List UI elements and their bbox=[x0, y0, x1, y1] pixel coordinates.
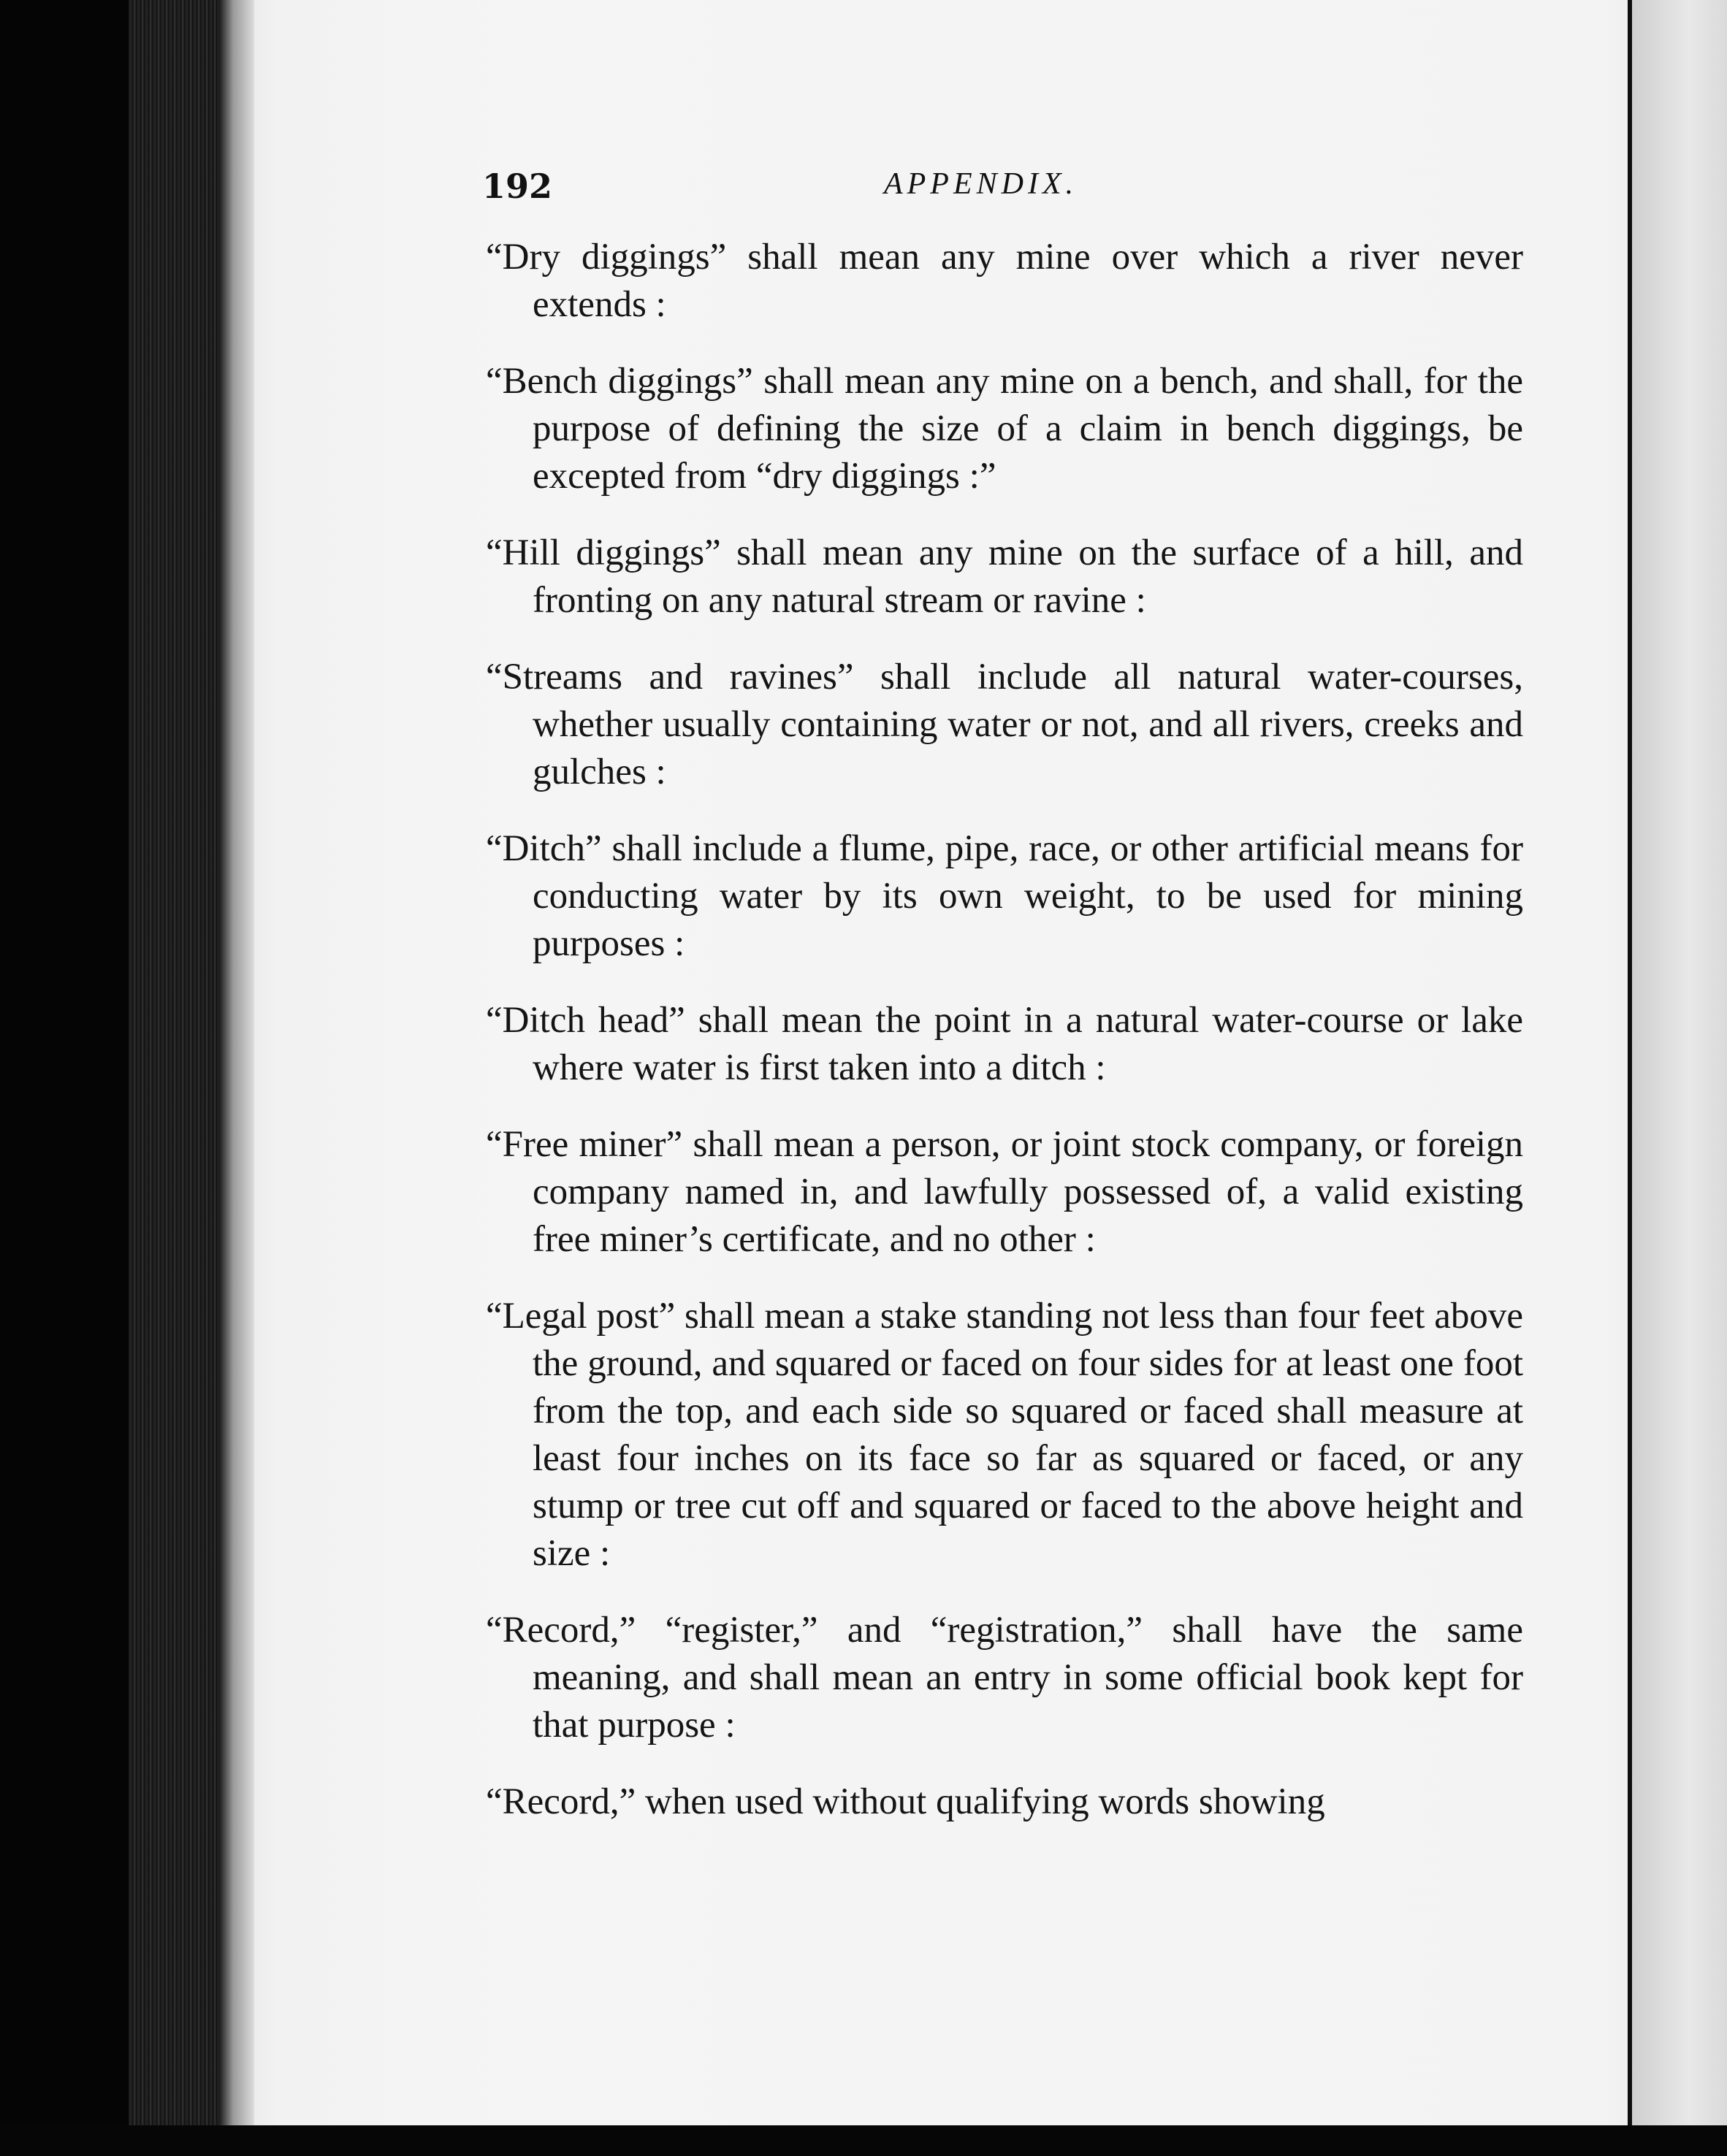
definition-entry: “Legal post” shall mean a stake standing not less than four feet above the ground, and squared or faced on four sides for at least one foot from the top, and each side so squared or faced shall measure at least four inches on its face so far as squared or faced, or any stump or tree cut off and squared or faced to the above height and size : bbox=[486, 1296, 1523, 1574]
definition-entry: “Ditch” shall include a flume, pipe, race, or other artificial means for conducting water by its own weight, to be used for mining purposes : bbox=[486, 828, 1523, 964]
definition-entry: “Dry diggings” shall mean any mine over which a river never extends : bbox=[486, 237, 1523, 325]
definition-entry: “Record,” when used without qualifying words showing bbox=[486, 1781, 1325, 1822]
page-header bbox=[482, 167, 1520, 218]
definition-entry: “Free miner” shall mean a person, or joint stock company, or foreign company named in, and lawfully possessed of, a valid existing free miner’s certificate, and no other : bbox=[486, 1124, 1523, 1260]
scan-bottom-border bbox=[0, 2125, 1727, 2156]
page-binding-shadow bbox=[219, 0, 254, 2136]
definitions-text bbox=[486, 234, 1523, 1855]
page-number: 192 bbox=[482, 167, 553, 206]
definition-entry: “Record,” “register,” and “registration,” shall have the same meaning, and shall mean an entry in some official book kept for that purpose : bbox=[486, 1610, 1523, 1746]
next-page-sliver bbox=[1632, 0, 1727, 2136]
definition-entry: “Bench diggings” shall mean any mine on a bench, and shall, for the purpose of defining the size of a claim in bench diggings, be excepted from “dry diggings :” bbox=[486, 361, 1523, 497]
definition-entry: “Ditch head” shall mean the point in a natural water-course or lake where water is first taken into a ditch : bbox=[486, 1000, 1523, 1088]
definition-entry: “Hill diggings” shall mean any mine on the surface of a hill, and fronting on any natural stream or ravine : bbox=[486, 532, 1523, 621]
running-head: APPENDIX. bbox=[884, 167, 1078, 201]
definition-entry: “Streams and ravines” shall include all natural water-courses, whether usually containing water or not, and all rivers, creeks and gulches : bbox=[486, 657, 1523, 792]
